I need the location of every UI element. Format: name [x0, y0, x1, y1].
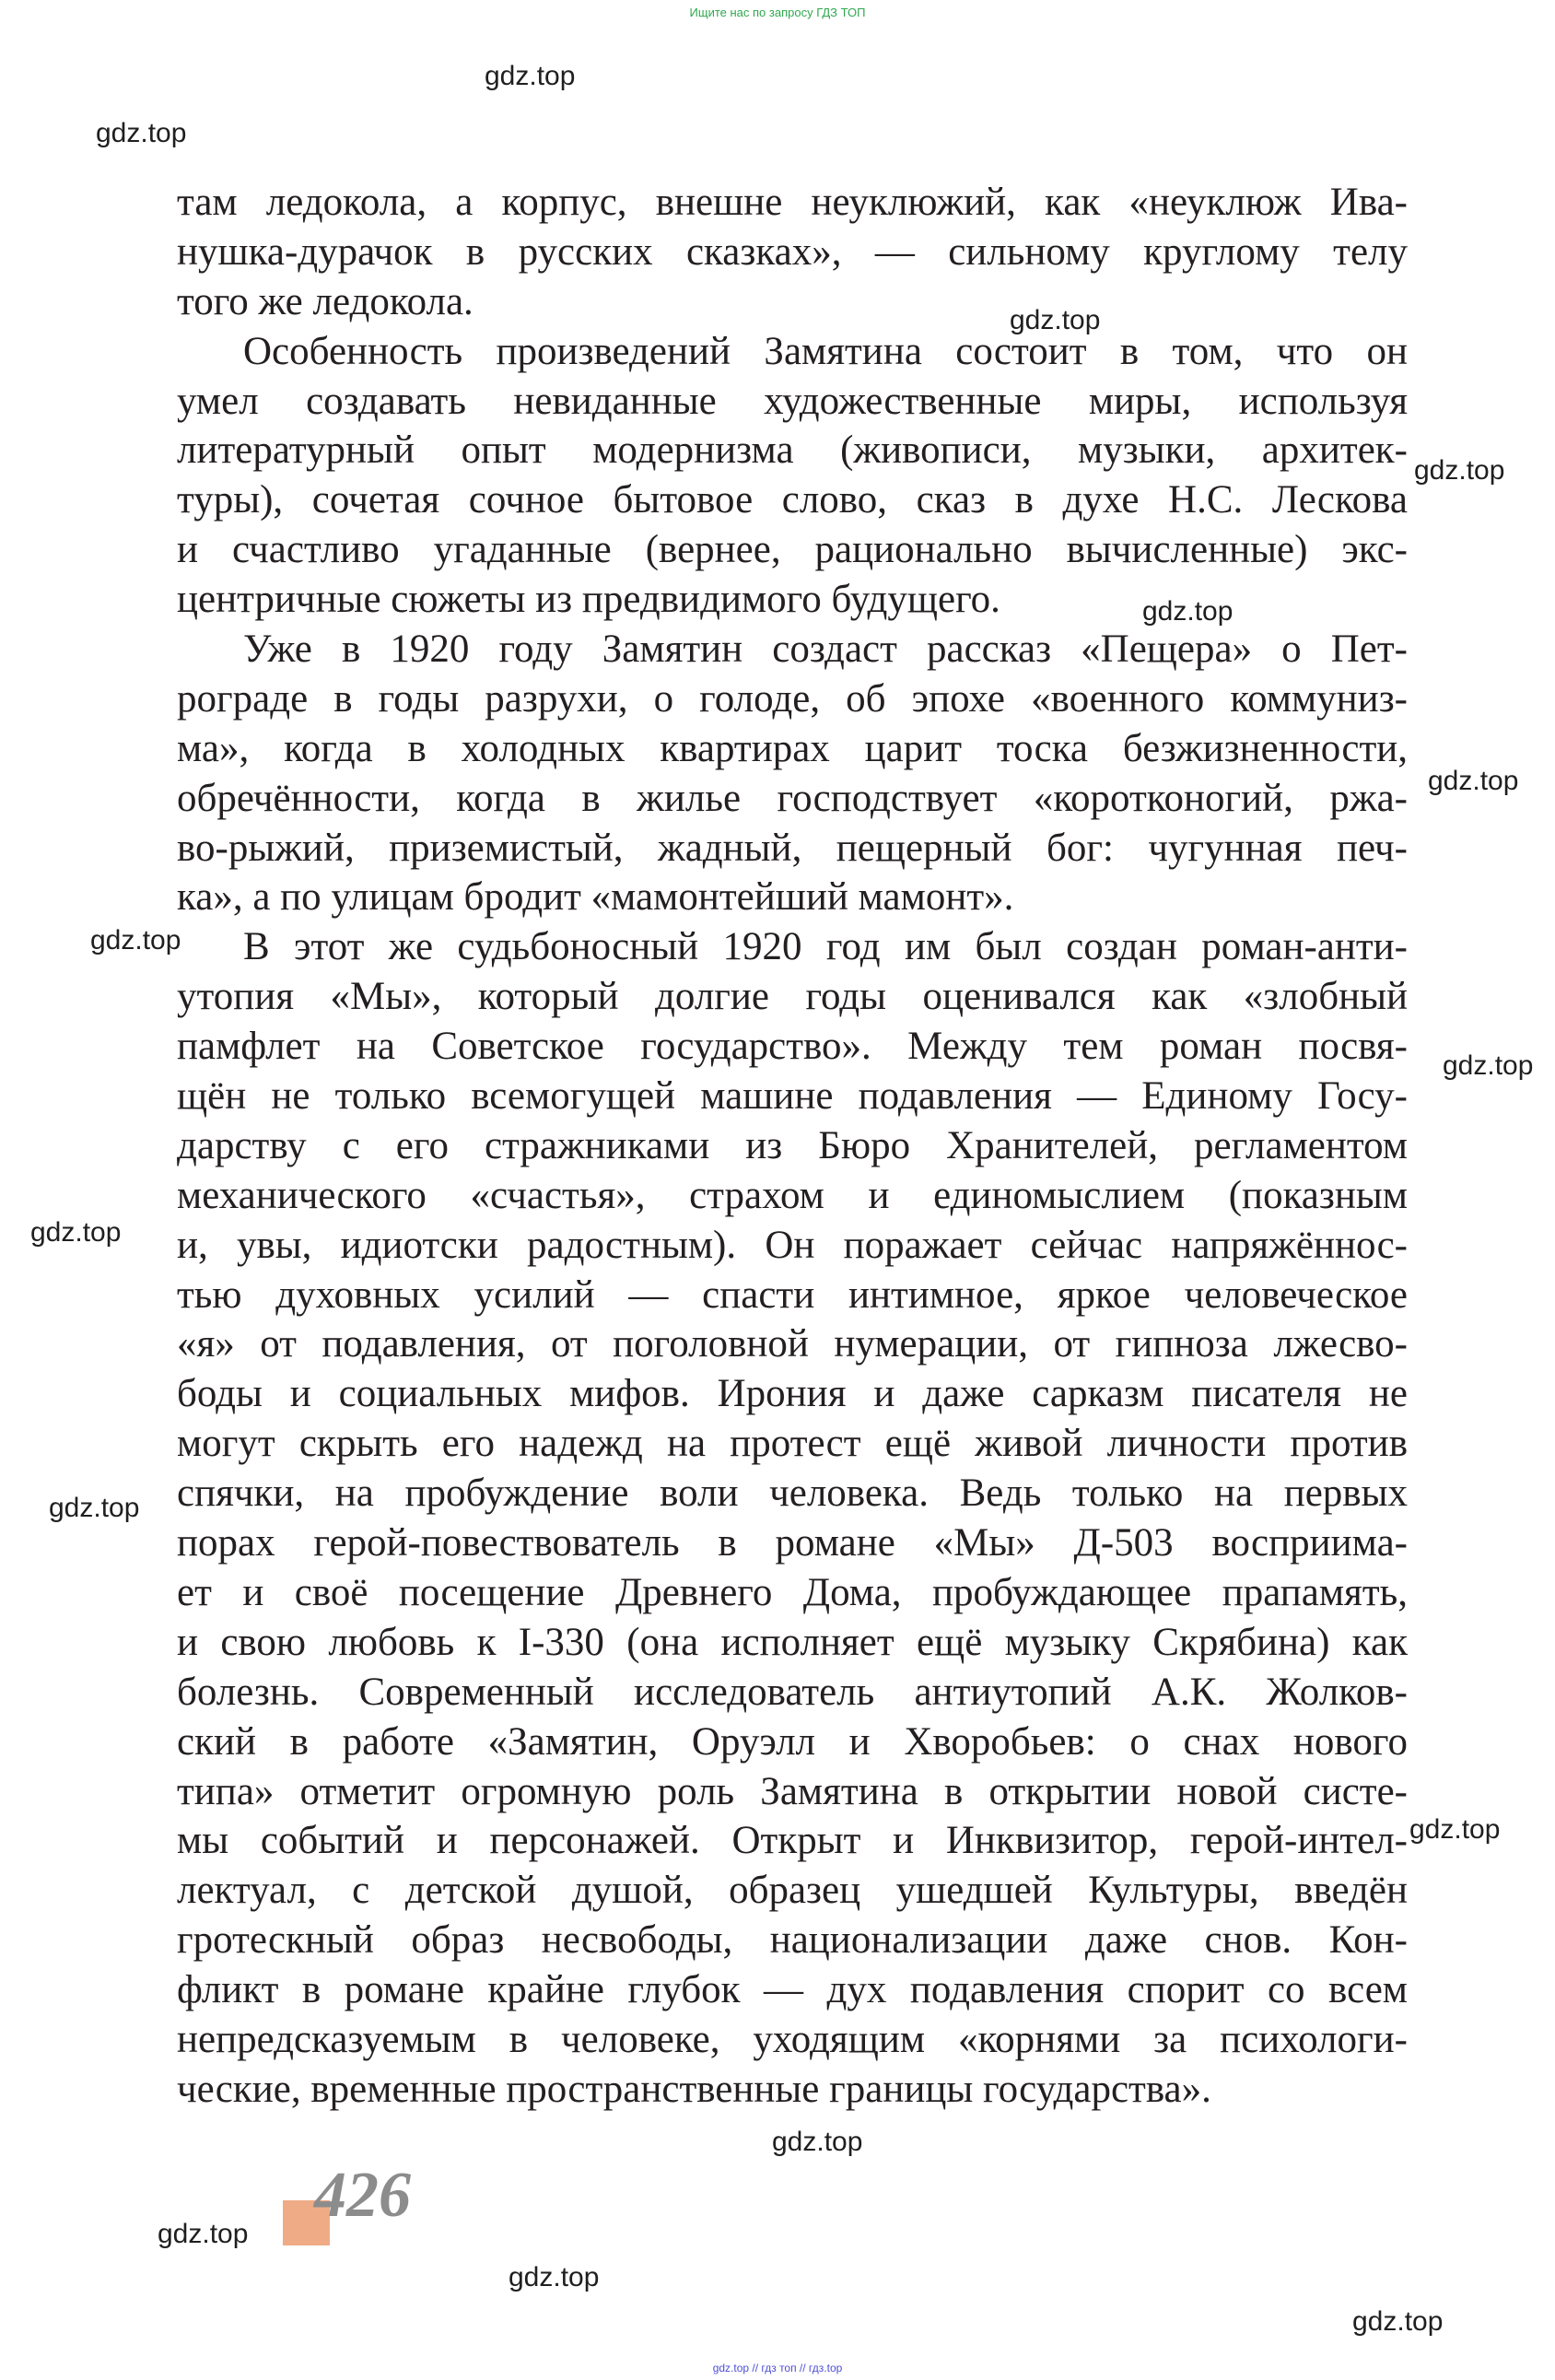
text-line: там ледокола, а корпус, внешне неуклюжий, как «неуклюж Ива-	[177, 181, 1408, 224]
watermark: gdz.top	[1010, 305, 1101, 335]
watermark: gdz.top	[1414, 455, 1505, 486]
text-line: гротескный образ несвободы, национализации даже снов. Кон-	[177, 1918, 1408, 1963]
text-line: спячки, на пробуждение воли человека. Ведь только на первых	[177, 1471, 1408, 1516]
watermark: gdz.top	[509, 2262, 600, 2292]
watermark: gdz.top	[1443, 1050, 1534, 1081]
text-line: и, увы, идиотски радостным). Он поражает сейчас напряжённос-	[177, 1223, 1408, 1267]
text-line: и счастливо угаданные (вернее, рационально вычисленные) экс-	[177, 528, 1408, 572]
footer-links: gdz.top // гдз топ // гдз.top	[712, 2362, 843, 2374]
watermark: gdz.top	[772, 2127, 863, 2157]
text-line: Особенность произведений Замятина состоит в том, что он	[243, 329, 1408, 373]
text-line: лектуал, с детской душой, образец ушедшей Культуры, введён	[177, 1869, 1408, 1913]
text-line: умел создавать невиданные художественные миры, используя	[177, 379, 1408, 423]
text-line: ский в работе «Замятин, Оруэлл и Хворобьев: о снах нового	[177, 1719, 1408, 1764]
text-line: туры), сочетая сочное бытовое слово, сказ в духе Н.С. Лескова	[177, 478, 1408, 522]
text-line: литературный опыт модернизма (живописи, музыки, архитек-	[177, 428, 1408, 473]
watermark: gdz.top	[1142, 596, 1233, 627]
text-line: механического «счастья», страхом и единомыслием (показным	[177, 1173, 1408, 1217]
watermark: gdz.top	[1428, 766, 1519, 796]
watermark: gdz.top	[1352, 2306, 1444, 2337]
text-line: ма», когда в холодных квартирах царит тоска безжизненности,	[177, 726, 1408, 770]
text-line: нушка-дурачок в русских сказках», — сильному круглому телу	[177, 229, 1408, 274]
text-line: обречённости, когда в жилье господствует «коротконогий, ржа-	[177, 776, 1408, 820]
text-line: «я» от подавления, от поголовной нумерации, от гипноза лжесво-	[177, 1322, 1408, 1366]
body-text	[177, 178, 1408, 2115]
text-line: тью духовных усилий — спасти интимное, яркое человеческое	[177, 1272, 1408, 1317]
watermark: gdz.top	[158, 2219, 249, 2249]
watermark: gdz.top	[1409, 1814, 1501, 1845]
watermark: gdz.top	[49, 1493, 140, 1523]
text-line: и свою любовь к I-330 (она исполняет ещё музыку Скрябина) как	[177, 1620, 1408, 1664]
search-hint-header: Ищите нас по запросу ГДЗ ТОП	[689, 6, 866, 19]
text-line: ет и своё посещение Древнего Дома, пробуждающее прапамять,	[177, 1570, 1408, 1614]
text-line: того же ледокола.	[177, 279, 474, 323]
text-line: Уже в 1920 году Замятин создаст рассказ «Пещера» о Пет-	[243, 627, 1408, 672]
text-line: могут скрыть его надежд на протест ещё живой личности против	[177, 1422, 1408, 1466]
watermark: gdz.top	[30, 1217, 122, 1248]
text-line: фликт в романе крайне глубок — дух подавления спорит со всем	[177, 1968, 1408, 2012]
watermark: gdz.top	[485, 61, 576, 91]
text-line: непредсказуемым в человеке, уходящим «корнями за психологи-	[177, 2017, 1408, 2061]
text-line: болезнь. Современный исследователь антиутопий А.К. Жолков-	[177, 1670, 1408, 1714]
text-line: ческие, временные пространственные границы государства».	[177, 2067, 1211, 2111]
text-line: центричные сюжеты из предвидимого будущего.	[177, 578, 1000, 622]
text-line: дарству с его стражниками из Бюро Хранителей, регламентом	[177, 1123, 1408, 1167]
text-line: В этот же судьбоносный 1920 год им был создан роман-анти-	[243, 925, 1408, 969]
text-line: во-рыжий, приземистый, жадный, пещерный бог: чугунная печ-	[177, 826, 1408, 870]
text-line: боды и социальных мифов. Ирония и даже сарказм писателя не	[177, 1372, 1408, 1416]
text-line: рограде в годы разрухи, о голоде, об эпохе «военного коммуниз-	[177, 676, 1408, 721]
text-line: ка», а по улицам бродит «мамонтейший мамонт».	[177, 875, 1014, 920]
text-line: порах герой-повествователь в романе «Мы» Д-503 восприима-	[177, 1521, 1408, 1565]
text-line: памфлет на Советское государство». Между тем роман посвя-	[177, 1025, 1408, 1069]
page-number: 426	[314, 2160, 411, 2231]
text-line: мы событий и персонажей. Открыт и Инквизитор, герой-интел-	[177, 1819, 1408, 1863]
text-line: утопия «Мы», который долгие годы оценивался как «злобный	[177, 975, 1408, 1019]
text-line: типа» отметит огромную роль Замятина в открытии новой систе-	[177, 1769, 1408, 1813]
text-line: щён не только всемогущей машине подавления — Единому Госу-	[177, 1074, 1408, 1119]
watermark: gdz.top	[90, 925, 181, 956]
watermark: gdz.top	[96, 118, 187, 148]
